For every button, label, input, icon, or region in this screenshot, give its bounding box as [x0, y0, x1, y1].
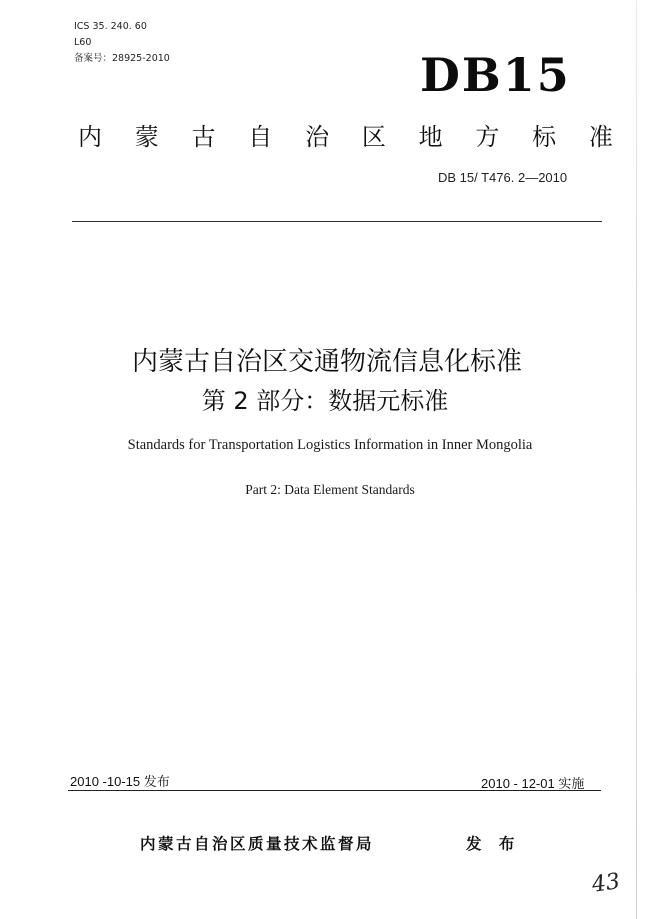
standard-type-char: 古: [191, 123, 216, 151]
ics-code: ICS 35. 240. 60: [74, 21, 147, 32]
standard-code-logo: DB15: [420, 48, 571, 102]
footer-divider: [68, 790, 601, 791]
standard-type-char: 内: [78, 123, 102, 151]
standard-type-char: 区: [361, 123, 386, 151]
standard-number: DB 15/ T476. 2—2010: [438, 170, 568, 185]
ccs-code: L60: [74, 37, 92, 48]
issue-label: 发 布: [466, 835, 521, 853]
scan-edge-line: [636, 0, 637, 919]
title-english-line1: Standards for Transportation Logistics Information in Inner Mongolia: [127, 437, 533, 453]
standard-type-char: 蒙: [134, 123, 159, 151]
title-chinese-line2: 第 2 部分：数据元标准: [201, 387, 449, 415]
title-english-line2: Part 2: Data Element Standards: [245, 482, 415, 497]
header-divider: [72, 221, 602, 222]
standard-type-char: 自: [248, 123, 273, 151]
title-chinese-line1: 内蒙古自治区交通物流信息化标准: [131, 347, 522, 377]
issuing-authority: 内蒙古自治区质量技术监督局: [140, 835, 375, 853]
standard-type-char: 标: [532, 123, 557, 151]
standard-type-heading: [78, 117, 613, 152]
classification-block: [74, 19, 170, 67]
standard-type-char: 方: [475, 123, 500, 151]
standard-type-char: 地: [418, 123, 443, 151]
issue-date: 2010 -10-15 发布: [70, 774, 170, 789]
standard-type-char: 准: [588, 123, 613, 151]
standard-type-char: 治: [305, 123, 330, 151]
implementation-date: 2010 - 12-01 实施: [481, 776, 585, 791]
handwritten-page-mark: 43: [590, 869, 622, 898]
record-number: 备案号：28925-2010: [74, 53, 170, 64]
